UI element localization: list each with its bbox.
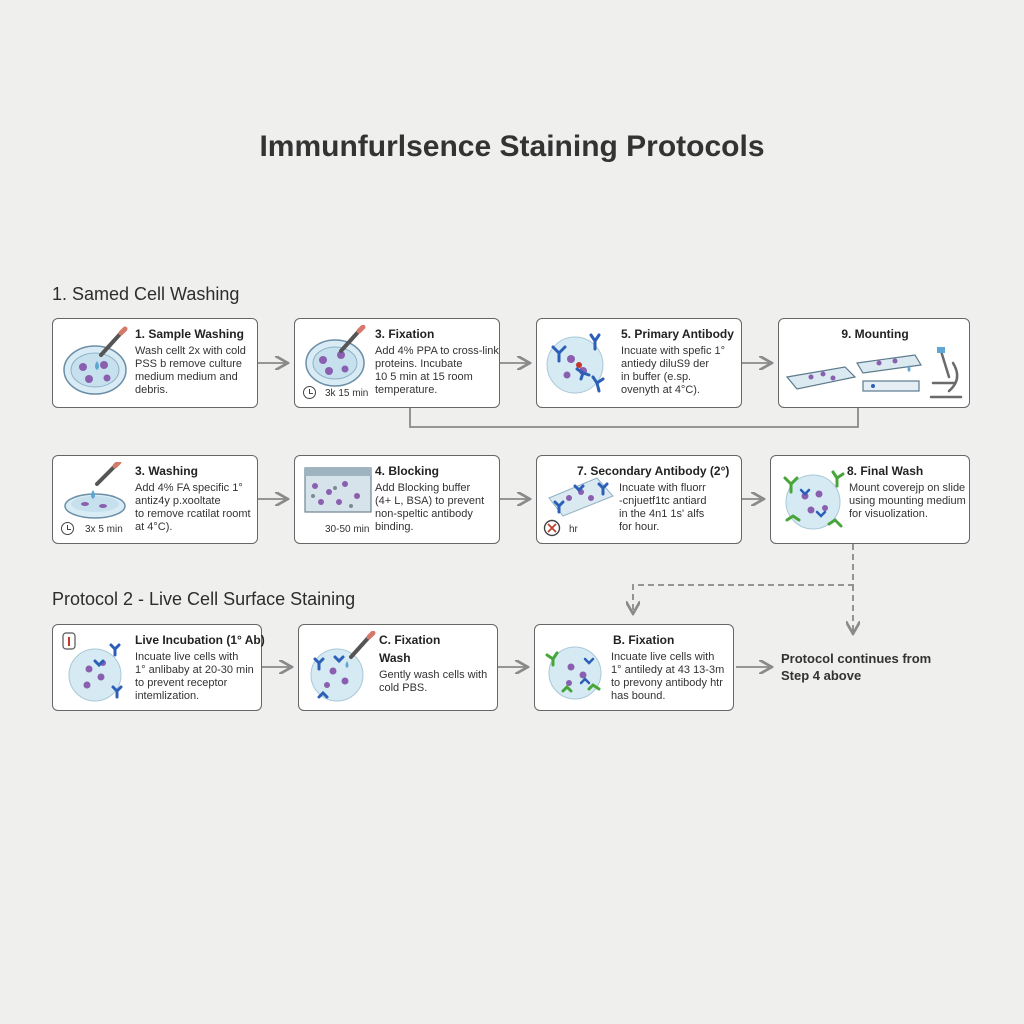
step-card-mounting: [778, 318, 970, 408]
step-title: 1. Sample Washing: [135, 327, 244, 341]
fluorescent-cell-icon: [777, 462, 857, 538]
step-description: Add 4% PPA to cross-link proteins. Incubate 10 5 min at 15 room temperature.: [375, 345, 499, 396]
continues-note: Protocol continues from Step 4 above: [781, 651, 932, 683]
step-card-c-fixation: [298, 624, 498, 711]
step-description: Incuate live cells with 1° antiledy at 43 13-3m to prevony antibody htr has bound.: [611, 651, 725, 702]
antibody-cell-icon: [543, 325, 623, 401]
step-description: Add 4% FA specific 1° antiz4y p.xooltate to remove rcatilat roomt at 4°C).: [135, 482, 251, 533]
step-card-b-fixation: [534, 624, 734, 711]
no-light-icon: [543, 519, 561, 537]
step-description: Gently wash cells with cold PBS.: [379, 669, 488, 694]
wash-cell-icon: [305, 631, 385, 707]
step-description: Mount coverejp on slide using mounting medium for visuolization.: [849, 482, 966, 520]
step-title: 3. Fixation: [375, 327, 435, 341]
fluorescent-cell-icon: [541, 631, 621, 707]
step-description: Wash cellt 2x with cold PSS b remove culture medium medium and debris.: [135, 345, 246, 396]
step-title: 8. Final Wash: [847, 464, 924, 478]
step-subtitle: Wash: [379, 651, 411, 665]
step-time: 3x 5 min: [85, 524, 123, 535]
step-time: hr: [569, 524, 578, 535]
step-description: Incuate with spefic 1° antiedy diluS9 der in buffer (e.sp. ovenyth at 4°C).: [621, 345, 726, 396]
live-cell-icon: [59, 631, 139, 707]
step-title: B. Fixation: [613, 633, 675, 647]
step-title: 7. Secondary Antibody (2°): [577, 464, 730, 478]
step-card-primary-antibody: [536, 318, 742, 408]
step-card-fixation: [294, 318, 500, 408]
step-title: C. Fixation: [379, 633, 441, 647]
step-description: Add Blocking buffer (4+ L, BSA) to prevent non-speltic antibody binding.: [375, 482, 485, 533]
clock-icon: [61, 522, 74, 535]
protocol1-heading: 1. Samed Cell Washing: [52, 284, 240, 304]
step-card-sample-washing: [52, 318, 258, 408]
slides-microscope-icon: [783, 343, 967, 405]
petri-dish-icon: [59, 325, 139, 401]
step-time: 30-50 min: [325, 524, 370, 535]
step-card-final-wash: [770, 455, 970, 544]
step-card-secondary-antibody: [536, 455, 742, 544]
clock-icon: [303, 386, 316, 399]
step-description: Incuate live cells with 1° anlibaby at 20-30 min to prevent receptor intemlization.: [135, 651, 254, 702]
step-description: Incuate with fluorr -cnjuetf1tc antiard in the 4n1 1s' alfs for hour.: [619, 482, 707, 533]
protocol2-heading: Protocol 2 - Live Cell Surface Staining: [52, 589, 356, 609]
step-card-blocking: [294, 455, 500, 544]
step-title: 3. Washing: [135, 464, 198, 478]
step-title: 9. Mounting: [841, 327, 909, 341]
step-title: Live Incubation (1° Ab): [135, 633, 265, 647]
step-title: 5. Primary Antibody: [621, 327, 734, 341]
step-time: 3k 15 min: [325, 388, 369, 399]
page-title: Immunfurlsence Staining Protocols: [259, 130, 765, 163]
step-card-washing: [52, 455, 258, 544]
step-title: 4. Blocking: [375, 464, 440, 478]
step-card-live-incubation: [52, 624, 265, 711]
